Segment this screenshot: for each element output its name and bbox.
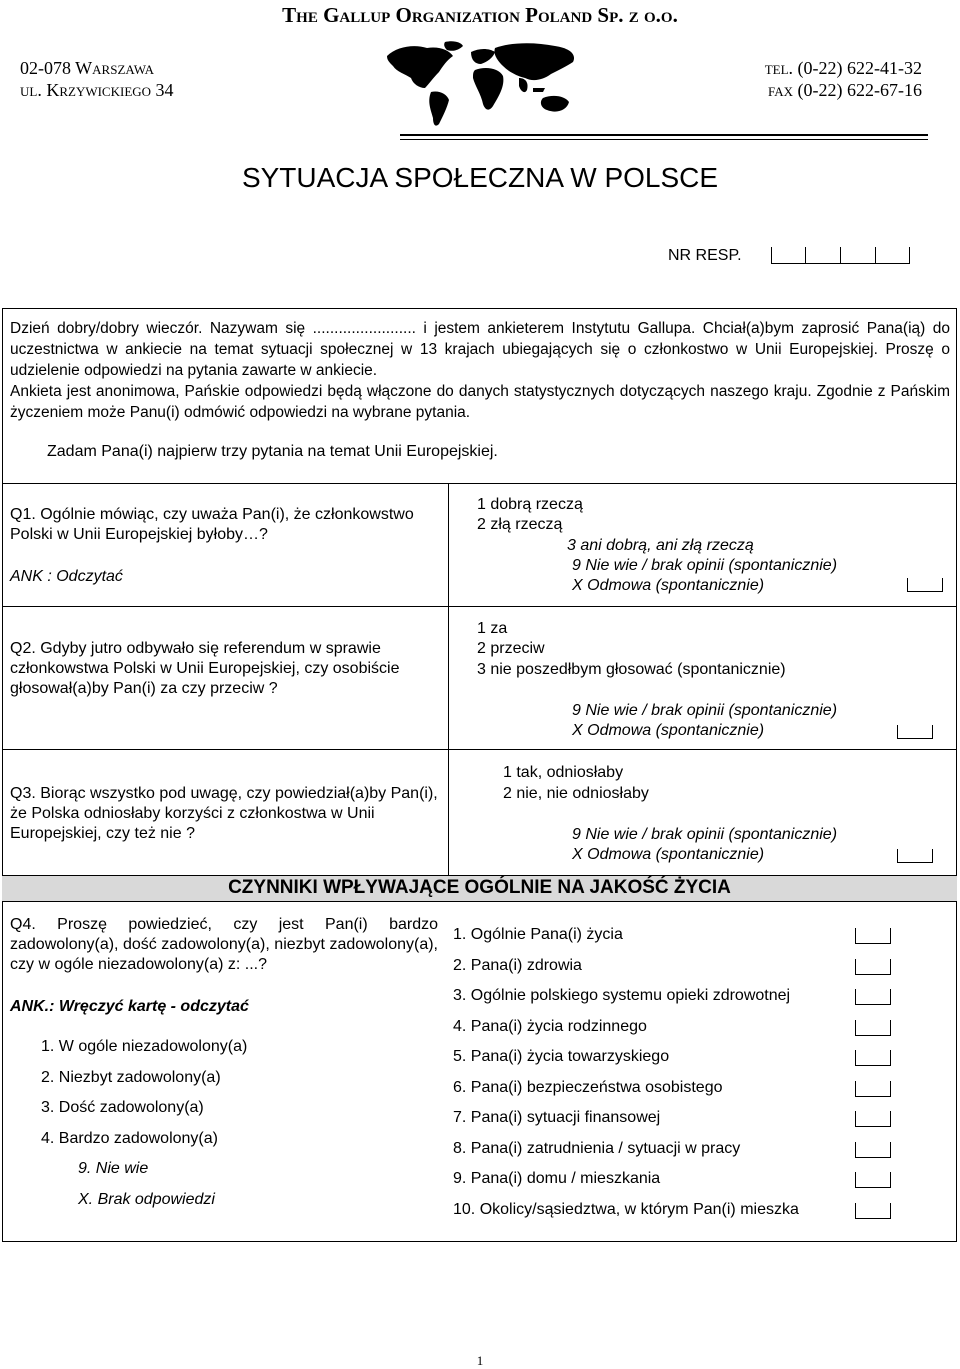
- phone-number: tel. (0-22) 622-41-32: [764, 58, 922, 78]
- q1-answer-9: 9 Nie wie / brak opinii (spontanicznie): [572, 557, 838, 574]
- q4-item-1: 1. Ogólnie Pana(i) życia: [453, 926, 623, 943]
- q2-answer-1: 1 za: [477, 620, 508, 637]
- intro-lead: Zadam Pana(i) najpierw trzy pytania na temat Unii Europejskiej.: [47, 443, 498, 460]
- q1-instruction: ANK : Odczytać: [10, 568, 123, 585]
- q4-item-9: 9. Pana(i) domu / mieszkania: [453, 1170, 661, 1187]
- q4-item-6: 6. Pana(i) bezpieczeństwa osobistego: [453, 1079, 723, 1096]
- q4-item-10: 10. Okolicy/sąsiedztwa, w którym Pan(i) mieszka: [453, 1201, 799, 1218]
- table-rule-q2q3: [2, 749, 957, 750]
- q4-item-5: 5. Pana(i) życia towarzyskiego: [453, 1048, 670, 1065]
- q4-item-7-box[interactable]: [855, 1111, 891, 1127]
- q3-code-box[interactable]: [897, 849, 933, 863]
- q2-answer-2: 2 przeciw: [477, 640, 545, 657]
- q3-answer-9: 9 Nie wie / brak opinii (spontanicznie): [572, 826, 838, 843]
- q4-scale-2: 2. Niezbyt zadowolony(a): [41, 1069, 221, 1086]
- table-rule-top: [2, 483, 957, 484]
- q4-item-9-box[interactable]: [855, 1172, 891, 1188]
- q4-item-2-box[interactable]: [855, 959, 891, 975]
- q4-scale-4: 4. Bardzo zadowolony(a): [41, 1130, 218, 1147]
- address-line2: ul. Krzywickiego 34: [20, 80, 174, 100]
- q4-item-3: 3. Ogólnie polskiego systemu opieki zdrowotnej: [453, 987, 791, 1004]
- q2-code-box[interactable]: [897, 725, 933, 739]
- q1-answer-3: 3 ani dobrą, ani złą rzeczą: [567, 537, 754, 554]
- q4-item-5-box[interactable]: [855, 1050, 891, 1066]
- q2-question: Q2. Gdyby jutro odbywało się referendum w sprawie członkowstwa Polski w Unii Europejskiej, czy osobiście głosował(a)by Pan(i) za czy przeciw ?: [10, 640, 400, 697]
- q4-item-8-box[interactable]: [855, 1142, 891, 1158]
- q4-item-10-box[interactable]: [855, 1203, 891, 1219]
- world-map-icon: [383, 38, 578, 130]
- q4-item-4: 4. Pana(i) życia rodzinnego: [453, 1018, 647, 1035]
- header-rule-bottom: [400, 139, 928, 140]
- q4-item-8: 8. Pana(i) zatrudnienia / sytuacji w pracy: [453, 1140, 741, 1157]
- table-rule-q1q2: [2, 606, 957, 607]
- header-rule-top: [400, 134, 928, 136]
- q4-scale-1: 1. W ogóle niezadowolony(a): [41, 1038, 248, 1055]
- q4-scale-9: 9. Nie wie: [78, 1160, 149, 1177]
- intro-paragraph-1: Dzień dobry/dobry wieczór. Nazywam się ........................ i jestem ankieterem Instytutu Gallupa. Chciał(a)bym zaprosić Pana(ią) do uczestnictwa w ankiecie na temat sytuacji społecznej w 13 krajach ubiegających się o członkostwo w Unii Europejskiej. Proszę o udzielenie odpowiedzi na pytania zawarte w ankiecie.: [10, 320, 950, 379]
- q4-item-6-box[interactable]: [855, 1081, 891, 1097]
- page-title: SYTUACJA SPOŁECZNA W POLSCE: [241, 162, 719, 193]
- resp-number-label: NR RESP.: [668, 247, 742, 264]
- q4-instruction: ANK.: Wręczyć kartę - odczytać: [10, 998, 249, 1015]
- intro-paragraph-2: Ankieta jest anonimowa, Pańskie odpowiedzi będą włączone do danych statystycznych dotyczących naszego kraju. Zgodnie z Pańskim życzeniem może Panu(i) odmówić odpowiedzi na wybrane pytania.: [10, 383, 950, 421]
- q4-scale-x: X. Brak odpowiedzi: [78, 1191, 215, 1208]
- q2-answer-9: 9 Nie wie / brak opinii (spontanicznie): [572, 702, 838, 719]
- q4-item-4-box[interactable]: [855, 1020, 891, 1036]
- q2-answer-3: 3 nie poszedłbym głosować (spontanicznie): [477, 661, 786, 678]
- page-number: 1: [476, 1353, 484, 1368]
- q1-answer-x: X Odmowa (spontanicznie): [572, 577, 765, 594]
- q4-item-7: 7. Pana(i) sytuacji finansowej: [453, 1109, 661, 1126]
- q3-answer-1: 1 tak, odniosłaby: [503, 764, 624, 781]
- q1-code-box[interactable]: [907, 578, 943, 592]
- resp-number-boxes[interactable]: [771, 247, 910, 264]
- fax-number: fax (0-22) 622-67-16: [767, 80, 922, 100]
- q4-item-1-box[interactable]: [855, 928, 891, 944]
- q1-question: Q1. Ogólnie mówiąc, czy uważa Pan(i), że członkowstwo Polski w Unii Europejskiej byłoby…?: [10, 506, 414, 543]
- q4-question: Q4. Proszę powiedzieć, czy jest Pan(i) bardzo zadowolony(a), dość zadowolony(a), niezbyt zadowolony(a), czy w ogóle niezadowolony(a) z: ...?: [10, 916, 438, 973]
- table-column-divider: [448, 483, 449, 875]
- q1-answer-2: 2 złą rzeczą: [477, 516, 563, 533]
- q4-scale-3: 3. Dość zadowolony(a): [41, 1099, 204, 1116]
- q2-answer-x: X Odmowa (spontanicznie): [572, 722, 765, 739]
- q4-item-2: 2. Pana(i) zdrowia: [453, 957, 582, 974]
- q3-question: Q3. Biorąc wszystko pod uwagę, czy powiedział(a)by Pan(i), że Polska odniosłaby korzyści z członkostwa w Unii Europejskiej, czy też nie ?: [10, 785, 438, 842]
- section-title: CZYNNIKI WPŁYWAJĄCE OGÓLNIE NA JAKOŚĆ ŻYCIA: [228, 877, 731, 898]
- q3-answer-2: 2 nie, nie odniosłaby: [503, 785, 649, 802]
- q3-answer-x: X Odmowa (spontanicznie): [572, 846, 765, 863]
- q1-answer-1: 1 dobrą rzeczą: [477, 496, 583, 513]
- address-line1: 02-078 Warszawa: [20, 58, 154, 78]
- q4-item-3-box[interactable]: [855, 989, 891, 1005]
- org-name: The Gallup Organization Poland Sp. z o.o.: [282, 3, 678, 27]
